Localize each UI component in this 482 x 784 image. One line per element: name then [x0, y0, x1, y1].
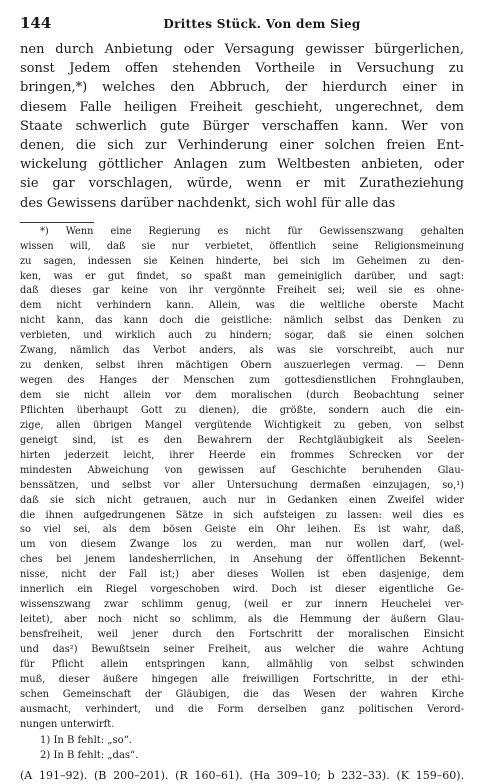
footnote-line: hirten jederzeit leicht, ihrer Heerde ein frommes Schrecken vor der [20, 449, 464, 461]
footnote-line: zu denken, selbst ihren mächtigen Obern auszuerlegen vermag. — Denn [20, 360, 464, 372]
page-header [20, 14, 464, 36]
footnote-line: *) Wenn eine Regierung es nicht für Gewissenszwang gehalten [40, 225, 464, 237]
footnote-line: für Pflicht allein entspringen kann, allmählig von selbst schwinden [20, 658, 464, 670]
footnote-line: daß sie sich nicht getrauen, auch nur in Gedanken einen Zweifel wider [20, 494, 464, 506]
footnote-line: Pflichten überhaupt Gott zu dienen), die größte, sondern auch die ein- [20, 404, 464, 416]
editorial-note: 2) In B fehlt: „das“. [40, 749, 139, 761]
footnote-line: nicht kann, das kann doch die geistliche: nämlich selbst das Denken zu [20, 315, 464, 327]
editorial-notes [20, 733, 464, 763]
footnote-line: ches bei jenem landesherrlichen, in Ansehung der öffentlichen Bekennt- [20, 554, 464, 566]
main-text-line: diesem Falle heiligen Freiheit geschieht, ungerechnet, dem [20, 99, 464, 115]
footnote-line: und das²) Bewußtsein seiner Freiheit, aus welcher die wahre Achtung [20, 643, 464, 655]
footnote-line: so viel sei, als dem bösen Geiste ein Ohr leihen. Es ist wahr, daß, [20, 524, 464, 536]
footnote-line: schen Gemeinschaft der Gläubigen, die das Wesen der wahren Kirche [20, 688, 464, 700]
main-text-line: sie gar vorschlagen, würde, wenn er mit Zuratheziehung [20, 176, 464, 192]
footnote-line: nungen unterwirft. [20, 718, 115, 730]
footnote-line: wegen des Hanges der Menschen zum gottesdienstlichen Frohnglauben, [20, 375, 464, 387]
footnote-line: wissenszwang zwar schlimm genug, (weil er zur innern Heuchelei ver- [20, 599, 464, 611]
footnote-line: benssätzen, und selbst vor aller Untersuchung dermaßen einzujagen, so,¹) [20, 479, 464, 491]
footnote-line: ausmacht, verhindert, und die Form derselben ganz politischen Verord- [20, 703, 464, 715]
footnote-line: ken, was er gut findet, so spaßt man gemeiniglich darüber, und sagt: [20, 270, 464, 282]
footnote-line: um von diesem Zwange los zu werden, man nur wollen darf, (wel- [20, 539, 464, 551]
main-text-line: sonst Jedem offen stehenden Vortheile in Versuchung zu [20, 61, 464, 77]
footnote-line: zu sagen, indessen sie Keinen hinderte, bei sich im Geheimen zu den- [20, 255, 464, 267]
main-text-line: bringen,*) welches den Abbruch, der hierdurch einer in [20, 80, 464, 96]
edition-references: (A 191–92). (B 200–201). (R 160–61). (Ha 309–10; b 232–33). (K 159–60). [20, 768, 464, 782]
footnote-line: dem nicht verhindern kann. Allein, was die weltliche oberste Macht [20, 300, 464, 312]
footnote-line: geneigt sind, ist es den Bewahrern der Rechtgläubigkeit als Seelen- [20, 434, 464, 446]
footnote-line: innerlich ein Riegel vorgeschoben wird. Doch ist dieser eigentliche Ge- [20, 584, 464, 596]
footnote-line: zige, allen übrigen Mangel vergütende Wichtigkeit zu geben, von selbst [20, 419, 464, 431]
footnote-divider [20, 222, 94, 223]
footnote [20, 225, 464, 733]
footnote-line: wissen will, daß sie nur verbietet, öffentlich seine Religionsmeinung [20, 240, 464, 252]
main-text-line: nen durch Anbietung oder Versagung gewisser bürgerlichen, [20, 42, 464, 57]
main-text-line: des Gewissens darüber nachdenkt, sich wohl für alle das [20, 195, 396, 211]
footnote-line: Zwang, nämlich das Verbot anders, als was sie vorschreibt, auch nur [20, 345, 464, 357]
footnote-line: dem sie nicht allein vor dem moralischen (durch Beobachtung seiner [20, 390, 464, 401]
editorial-note: 1) In B fehlt: „so“. [40, 734, 132, 746]
book-page [20, 14, 464, 784]
main-text-line: Staate schwerlich gute Bürger verschaffen kann. Wer von [20, 118, 464, 134]
footnote-line: leitet), aber noch nicht so schlimm, als die Hemmung der äußern Glau- [20, 614, 464, 626]
footnote-line: nisse, nicht der Fall ist;) aber dieses Wollen ist eben dasjenige, dem [20, 569, 464, 581]
footnote-line: verbieten, und wirklich auch zu hindern; sogar, daß sie einen solchen [20, 330, 464, 342]
page-number: 144 [20, 14, 52, 32]
main-text-line: wickelung göttlicher Anlagen zum Weltbesten anbieten, oder [20, 157, 464, 173]
main-text [20, 40, 464, 213]
running-head: Drittes Stück. Von dem Sieg [163, 17, 361, 31]
footnote-line: daß dieses gar keine von ihr vergönnte Freiheit sei; weil sie es ohne- [20, 285, 464, 297]
footnote-line: mindesten Abweichung von gewissen auf Geschichte beruhenden Glau- [20, 464, 464, 476]
main-text-line: denen, die sich zur Verhinderung einer solchen freien Ent- [20, 137, 464, 153]
footnote-line: muß, dieser äußere hingegen alle freiwilligen Fortschritte, in der ethi- [20, 673, 464, 685]
footnote-line: die ihnen aufgedrungenen Sätze in sich aufsteigen zu lassen: weil dies es [20, 509, 464, 521]
footnote-line: bensfreiheit, weil jener durch den Fortschritt der moralischen Einsicht [20, 629, 464, 640]
